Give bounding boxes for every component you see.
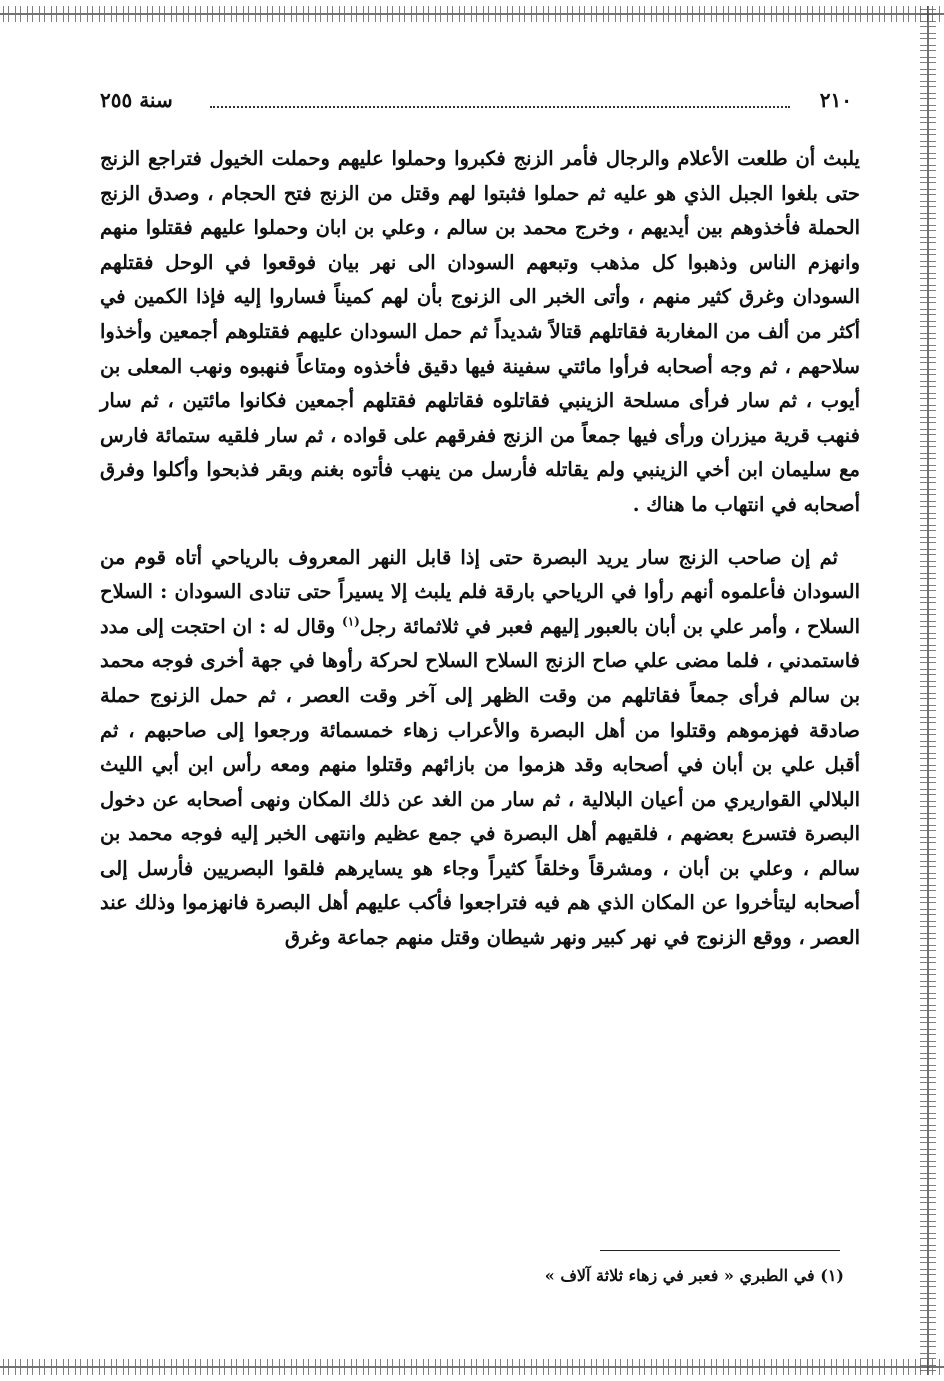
running-head-year: سنة ٢٥٥ (100, 88, 173, 112)
paragraph-2-part-a: ثم إن صاحب الزنج سار يريد البصرة حتى إذا قابل النهر المعروف بالرياحي أتاه قوم من السودان فأعلموه أنهم رأوا في الرياحي بارقة فلم يلبث إلا يسيراً حتى تنادى السودان : السلاح السلاح ، وأمر علي بن أبان بالعبور إليهم فعبر في ثلاثمائة رجل (100, 545, 860, 638)
page-header (100, 88, 860, 118)
header-dotted-rule (210, 106, 790, 108)
page-number: ٢١٠ (819, 88, 852, 112)
decorative-border-right (920, 6, 936, 1375)
decorative-border-bottom (0, 1359, 944, 1375)
paragraph-2-part-b: وقال له : ان احتجت إلى مدد فاستمدني ، فلما مضى علي صاح الزنج السلاح السلاح لحركة رأوها في جهة أخرى فوجه محمد بن سالم فرأى جمعاً فقاتلهم من وقت الظهر إلى آخر وقت العصر ، ثم حمل الزنوج حملة صادقة فهزموهم وقتلوا من أهل البصرة والأعراب زهاء خمسمائة ورجعوا إلى صاحبهم ، ثم أقبل علي بن أبان في أصحابه وقد هزموا من بازائهم وقتلوا منهم ومعه رأس ابن أبي الليث البلالي القواريري من أعيان البلالية ، ثم سار من الغد عن ذلك المكان ونهى أصحابه عن دخول البصرة فتسرع بعضهم ، فلقيهم أهل البصرة في جمع عظيم وانتهى الخبر إليه فوجه محمد بن سالم ، وعلي بن أبان ، ومشرقاً وخلقاً كثيراً وجاء هو يسايرهم فلقوا البصريين فأرسل إلى أصحابه ليتأخروا عن المكان الذي هم فيه فتراجعوا فأكب عليهم أهل البصرة فانهزموا وذلك عند العصر ، ووقع الزنوج في نهر كبير ونهر شيطان وقتل منهم جماعة وغرق (100, 614, 860, 950)
paragraph-1: يلبث أن طلعت الأعلام والرجال فأمر الزنج فكبروا وحملوا عليهم وحملت الخيول فتراجع الزنج حتى بلغوا الجبل الذي هو عليه ثم حملوا فثبتوا لهم وقتل من الزنج فتح الحجام ، وصدق الزنج الحملة فأخذوهم بين أيديهم ، وخرج محمد بن سالم ، وعلي بن ابان وحملوا عليهم فقتلوا منهم وانهزم الناس وذهبوا كل مذهب وتبعهم السودان الى نهر بيان فوقعوا في الوحل فقتلهم السودان وغرق كثير منهم ، وأتى الخبر الى الزنوج بأن لهم كميناً فساروا إليه فإذا الكمين في أكثر من ألف من المغاربة فقاتلهم قتالاً شديداً ثم حمل السودان عليهم فقتلوهم أجمعين وأخذوا سلاحهم ، ثم وجه أصحابه فرأوا مائتي سفينة فيها دقيق فأخذوه ومتاعاً فنهبوه ونهب المعلى بن أيوب ، ثم سار فرأى مسلحة الزينبي فقاتلوه فقاتلهم فقتلهم أجمعين فكانوا مائتين ، ثم سار فنهب قرية ميزران ورأى فيها جمعاً من الزنج ففرقهم على قواده ، ثم سار فلقيه ستمائة فارس مع سليمان ابن أخي الزينبي ولم يقاتله فأرسل من ينهب فأتوه بغنم وبقر فذبحوا وأكلوا وفرق أصحابه في انتهاب ما هناك . (100, 147, 860, 516)
paragraph-2 (100, 541, 860, 956)
footnote-separator (600, 1250, 840, 1251)
page-body (100, 142, 860, 956)
decorative-border-top (0, 6, 944, 22)
footnote-text: (١) في الطبري « فعبر في زهاء ثلاثة آلاف » (544, 1266, 844, 1285)
footnote-reference[interactable]: (١) (342, 614, 360, 629)
